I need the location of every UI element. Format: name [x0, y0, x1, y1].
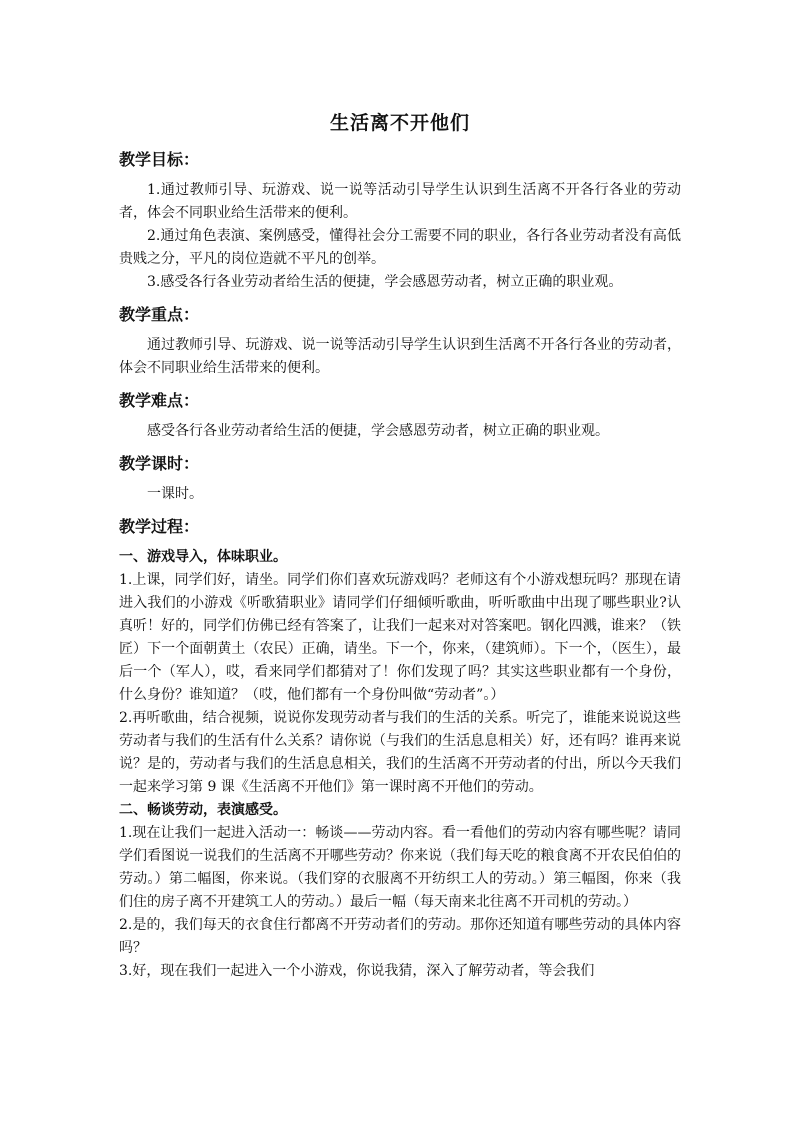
process-part2-item-1: 1.现在让我们一起进入活动一：畅谈——劳动内容。看一看他们的劳动内容有哪些呢？请同学们看图说一说我们的生活离不开哪些劳动？你来说（我们每天吃的粮食离不开农民伯伯的劳动。）第二幅图，你来说。（我们穿的衣服离不开纺织工人的劳动。）第三幅图，你来（我们住的房子离不开建筑工人的劳动。）最后一幅（每天南来北往离不开司机的劳动。）: [119, 825, 681, 910]
process-heading: 教学过程：: [119, 517, 200, 536]
class-hours-heading: 教学课时：: [119, 454, 200, 473]
process-part2-item-2: 2.是的，我们每天的衣食住行都离不开劳动者们的劳动。那你还知道有哪些劳动的具体内容吗？: [119, 917, 681, 956]
difficulties-text: 感受各行各业劳动者给生活的便捷，学会感恩劳动者，树立正确的职业观。: [147, 423, 609, 439]
goal-item-1: 1.通过教师引导、玩游戏、说一说等活动引导学生认识到生活离不开各行各业的劳动者，体会不同职业给生活带来的便利。: [119, 182, 681, 221]
document-page: [119, 100, 681, 983]
process-part1-title: 一、游戏导入，体味职业。: [119, 549, 287, 565]
process-part2-title: 二、畅谈劳动，表演感受。: [119, 802, 287, 818]
process-part1-item-1: 1.上课，同学们好，请坐。同学们你们喜欢玩游戏吗？老师这有个小游戏想玩吗？那现在请进入我们的小游戏《听歌猜职业》请同学们仔细倾听歌曲，听听歌曲中出现了哪些职业?认真听！好的，同学们仿佛已经有答案了，让我们一起来对对答案吧。钢化四溅，谁来？（铁匠）下一个面朝黄土（农民）正确，请坐。下一个，你来，（建筑师）。下一个，（医生），最后一个（军人），哎，看来同学们都猜对了！你们发现了吗？其实这些职业都有一个身份，什么身份？谁知道？（哎，他们都有一个身份叫做“劳动者”。）: [119, 572, 681, 703]
class-hours-text: 一课时。: [147, 486, 203, 502]
difficulties-heading: 教学难点：: [119, 391, 200, 410]
goal-item-2: 2.通过角色表演、案例感受，懂得社会分工需要不同的职业，各行各业劳动者没有高低贵贱之分，平凡的岗位造就不平凡的创举。: [119, 228, 681, 267]
key-points-text: 通过教师引导、玩游戏、说一说等活动引导学生认识到生活离不开各行各业的劳动者，体会不同职业给生活带来的便利。: [119, 337, 681, 376]
process-part2-item-3: 3.好，现在我们一起进入一个小游戏，你说我猜，深入了解劳动者，等会我们: [119, 963, 595, 979]
goal-item-3: 3.感受各行各业劳动者给生活的便捷，学会感恩劳动者，树立正确的职业观。: [147, 274, 623, 290]
process-part1-item-2: 2.再听歌曲，结合视频，说说你发现劳动者与我们的生活的关系。听完了，谁能来说说这些劳动者与我们的生活有什么关系？请你说（与我们的生活息息相关）好，还有吗？谁再来说说？是的，劳动者与我们的生活息息相关，我们的生活离不开劳动者的付出，所以今天我们一起来学习第 9 课《生活离不开他们》第一课时离不开他们的劳动。: [119, 710, 681, 795]
key-points-heading: 教学重点：: [119, 305, 200, 324]
page-title: 生活离不开他们: [329, 112, 470, 134]
goals-heading: 教学目标：: [119, 150, 200, 169]
